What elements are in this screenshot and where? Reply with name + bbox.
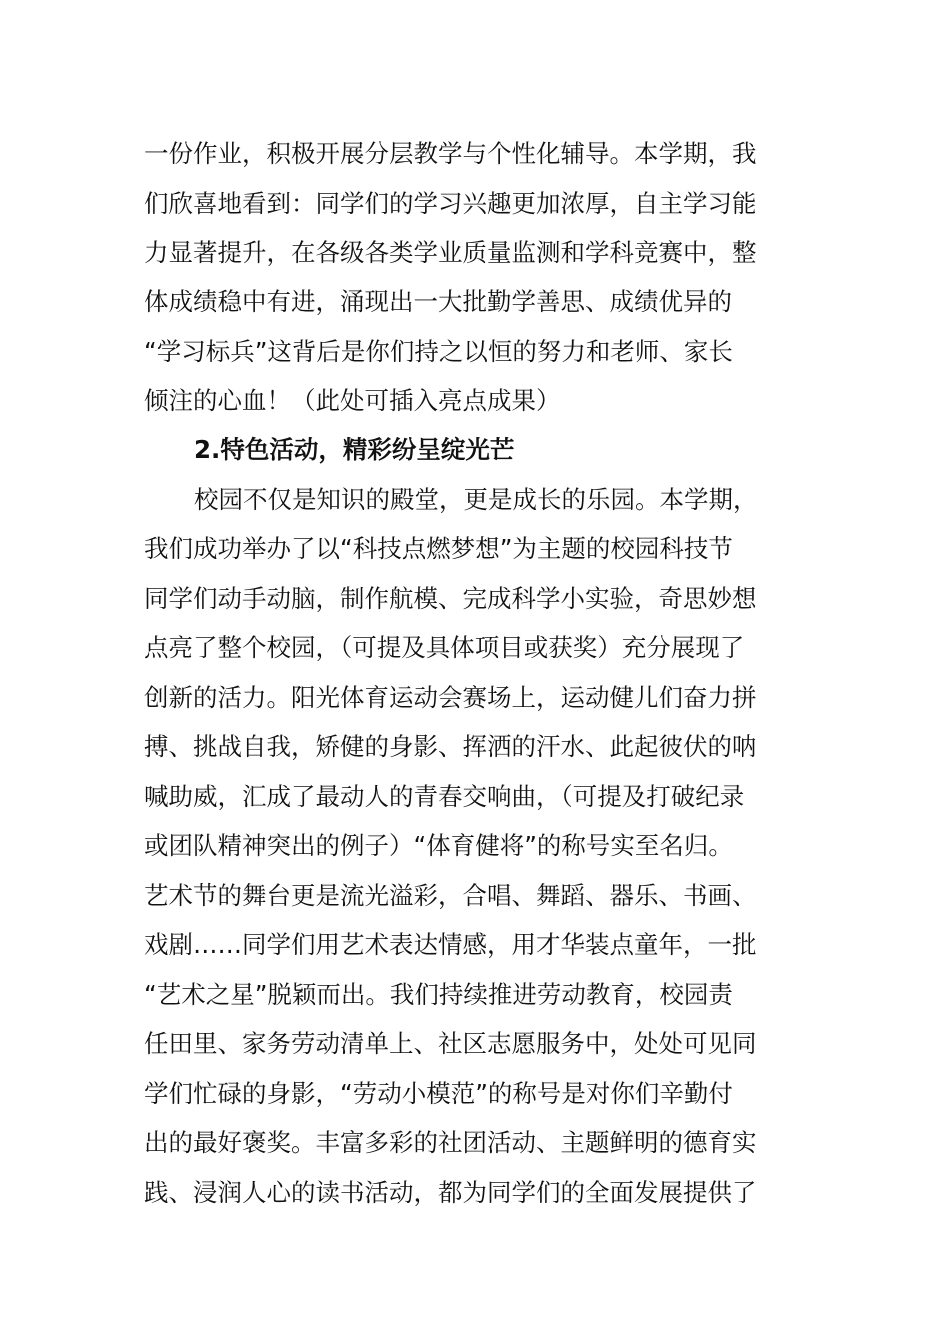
section-heading: 2.特色活动，精彩纷呈绽光芒 (194, 435, 515, 464)
paragraph-line: 出的最好褒奖。丰富多彩的社团活动、主题鲜明的德育实 (144, 1128, 757, 1157)
paragraph-line: 或团队精神突出的例子）“体育健将”的称号实至名归。 (144, 831, 733, 860)
paragraph-line: 一份作业，积极开展分层教学与个性化辅导。本学期，我 (144, 139, 757, 168)
paragraph-line: 创新的活力。阳光体育运动会赛场上，运动健儿们奋力拼 (144, 683, 757, 712)
paragraph-line: “艺术之星”脱颖而出。我们持续推进劳动教育，校园责 (144, 980, 733, 1009)
paragraph-line: 点亮了整个校园，（可提及具体项目或获奖）充分展现了 (144, 633, 745, 662)
paragraph-line: 校园不仅是知识的殿堂，更是成长的乐园。本学期， (194, 485, 758, 514)
paragraph-line: 学们忙碌的身影，“劳动小模范”的称号是对你们辛勤付 (144, 1079, 733, 1108)
paragraph-line: 同学们动手动脑，制作航模、完成科学小实验，奇思妙想 (144, 584, 757, 613)
paragraph-line: 我们成功举办了以“科技点燃梦想”为主题的校园科技节 (144, 534, 733, 563)
paragraph-line: 倾注的心血！（此处可插入亮点成果） (144, 386, 561, 415)
paragraph-line: 搏、挑战自我，矫健的身影、挥洒的汗水、此起彼伏的呐 (144, 732, 757, 761)
paragraph-line: 喊助威，汇成了最动人的青春交响曲，（可提及打破纪录 (144, 782, 745, 811)
paragraph-line: 践、浸润人心的读书活动，都为同学们的全面发展提供了 (144, 1178, 757, 1207)
paragraph-line: “学习标兵”这背后是你们持之以恒的努力和老师、家长 (144, 337, 733, 366)
paragraph-line: 艺术节的舞台更是流光溢彩，合唱、舞蹈、器乐、书画、 (144, 881, 757, 910)
paragraph-line: 们欣喜地看到：同学们的学习兴趣更加浓厚，自主学习能 (144, 189, 757, 218)
paragraph-line: 戏剧……同学们用艺术表达情感，用才华装点童年，一批 (144, 930, 757, 959)
paragraph-line: 体成绩稳中有进，涌现出一大批勤学善思、成绩优异的 (144, 287, 732, 316)
paragraph-line: 任田里、家务劳动清单上、社区志愿服务中，处处可见同 (144, 1029, 757, 1058)
paragraph-line: 力显著提升，在各级各类学业质量监测和学科竞赛中，整 (144, 238, 757, 267)
